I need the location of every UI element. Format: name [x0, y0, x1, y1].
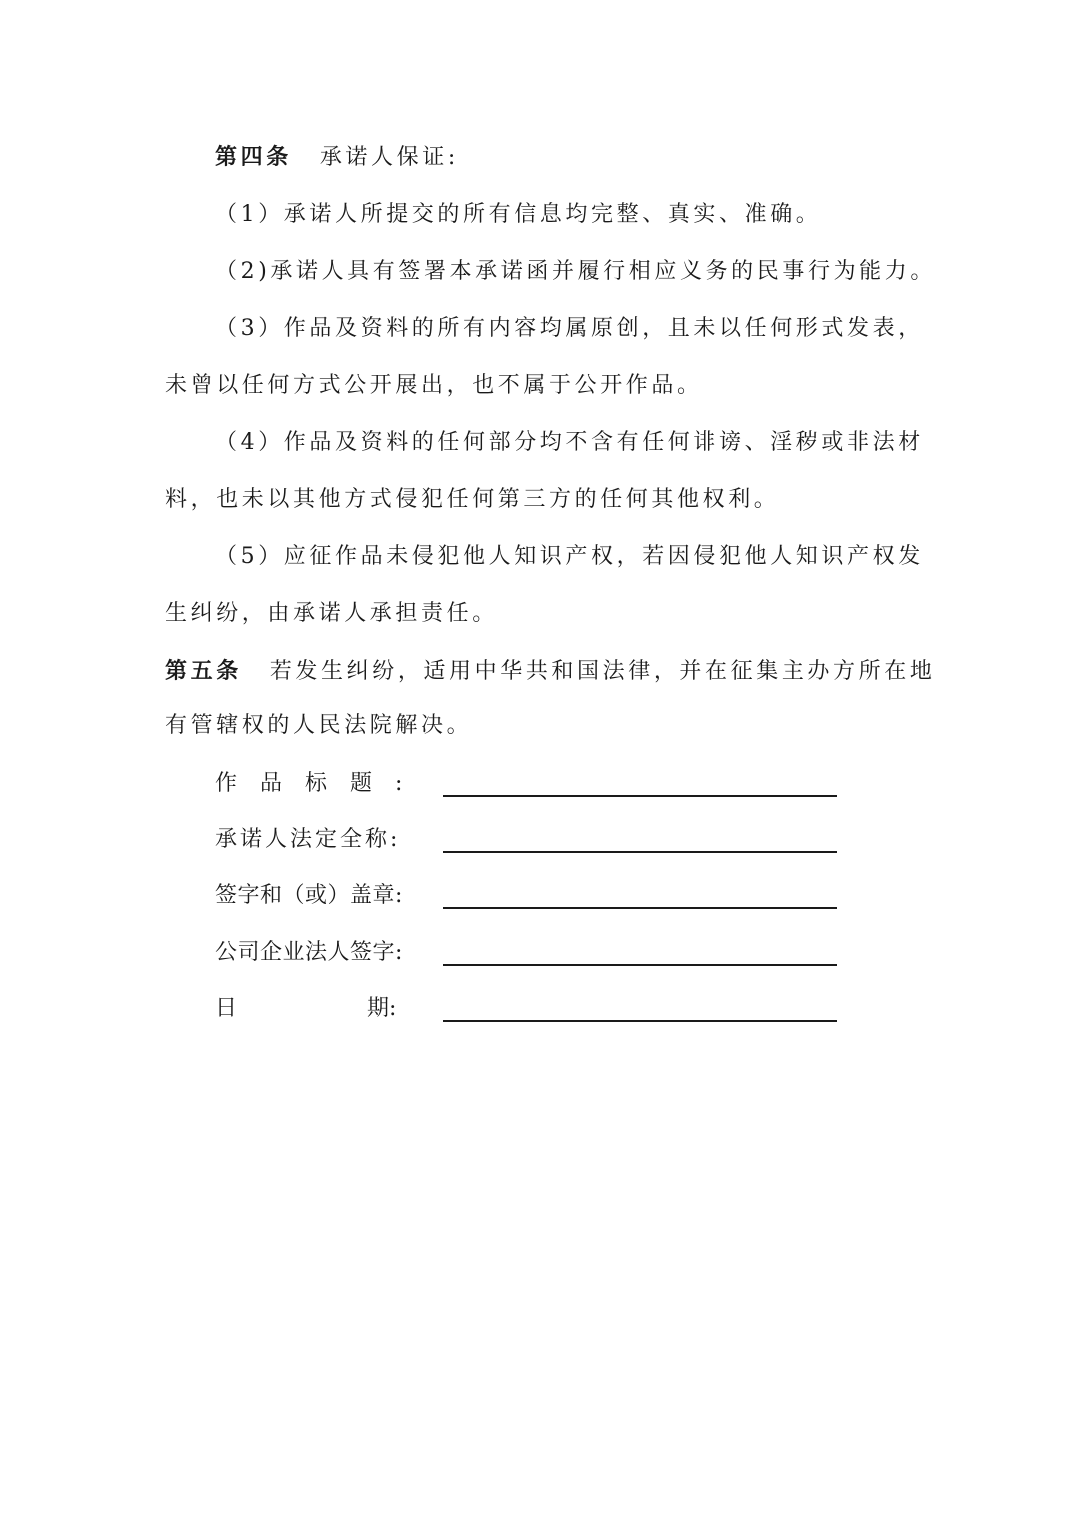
- article-4-title: 承诺人保证:: [319, 145, 459, 170]
- company-sign-row: [215, 936, 837, 970]
- signature-field[interactable]: [443, 907, 837, 909]
- date-label: [215, 992, 405, 1026]
- legal-name-field[interactable]: [443, 851, 837, 853]
- signature-label: 签字和（或）盖章:: [215, 883, 403, 908]
- legal-name-label: 承诺人法定全称:: [215, 827, 401, 852]
- work-title-field[interactable]: [443, 795, 837, 797]
- article-4-heading-line: [215, 142, 917, 173]
- company-sign-field[interactable]: [443, 964, 837, 966]
- legal-name-row: [215, 823, 837, 857]
- article-4-item-2: （2)承诺人具有签署本承诺函并履行相应义务的民事行为能力。: [215, 259, 936, 284]
- date-field[interactable]: [443, 1020, 837, 1022]
- date-row: [215, 992, 837, 1026]
- article-4-item-4-line-2: 料，也未以其他方式侵犯任何第三方的任何其他权利。: [165, 487, 780, 512]
- work-title-label: 作品标题:: [215, 771, 426, 796]
- work-title-row: [215, 767, 837, 801]
- article-4-item-5-line-1: （5）应征作品未侵犯他人知识产权，若因侵犯他人知识产权发: [215, 544, 924, 569]
- article-5-line-2: 有管辖权的人民法院解决。: [165, 713, 473, 738]
- article-5-heading: 第五条: [165, 658, 242, 684]
- article-4-item-3-line-2: 未曾以任何方式公开展出，也不属于公开作品。: [165, 373, 703, 398]
- article-4-item-1: （1）承诺人所提交的所有信息均完整、真实、准确。: [215, 202, 822, 227]
- company-sign-label: 公司企业法人签字:: [215, 940, 403, 965]
- date-label-day: 日: [215, 996, 238, 1021]
- article-4-item-4-line-1: （4）作品及资料的任何部分均不含有任何诽谤、淫秽或非法材: [215, 430, 924, 455]
- article-4-heading: 第四条: [215, 144, 292, 170]
- article-5-line-1: [165, 656, 936, 687]
- article-4-item-3-line-1: （3）作品及资料的所有内容均属原创，且未以任何形式发表，: [215, 316, 924, 341]
- article-5-text-1: 若发生纠纷，适用中华共和国法律，并在征集主办方所在地: [269, 659, 936, 684]
- article-4-item-5-line-2: 生纠纷，由承诺人承担责任。: [165, 601, 498, 626]
- date-label-period: 期:: [367, 996, 397, 1021]
- signature-row: [215, 879, 837, 913]
